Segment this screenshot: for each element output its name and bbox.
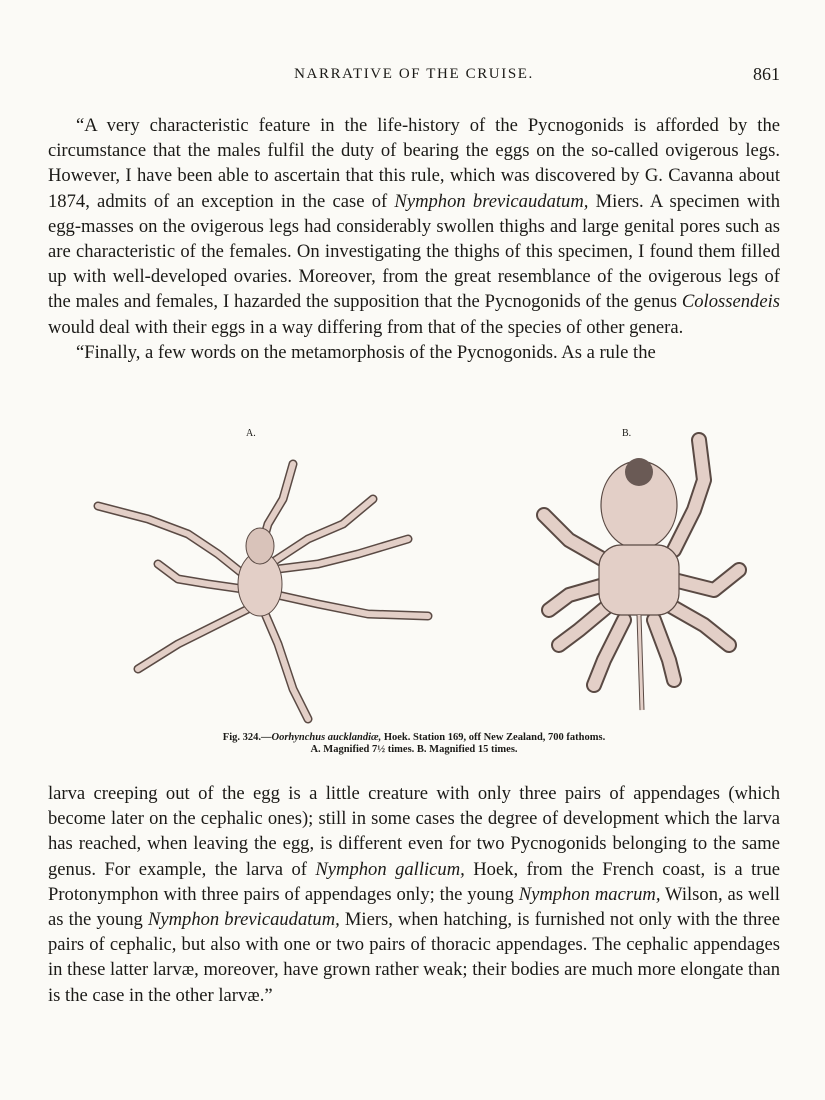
- caption-line-2: A. Magnified 7½ times. B. Magnified 15 times.: [310, 744, 518, 755]
- para1-text-b: Miers. A specimen with egg-masses on the ovigerous legs had considerably swollen thighs and large genital pores such as are characteristic of the females. On investigating the thighs of this specimen, I found them filled up with well-developed ovaries. Moreover, from the great resemblance of the ovigerous legs of the males and females, I hazarded the supposition that the Pycnogonids of the genus: [48, 190, 780, 313]
- page-header: [48, 64, 780, 88]
- caption-fig-number: Fig. 324.—: [222, 732, 272, 743]
- para1-text-a: “A very characteristic feature in the life-history of the Pycnogonids is afforded by the circumstance that the males fulfil the duty of bearing the eggs on the so-called ovigerous legs. However, I have been able to ascertain that this rule, which was discovered by G. Cavanna about 1874, admits of an exception in the case of: [48, 115, 780, 212]
- pycnogonid-specimen-a-illustration: [68, 444, 448, 724]
- caption-details: Hoek. Station 169, off New Zealand, 700 fathoms.: [381, 732, 606, 743]
- genus-name: Colossendeis: [681, 291, 780, 313]
- upper-text: [48, 113, 780, 365]
- figure-label-b: B.: [622, 428, 632, 439]
- figure-caption: [48, 732, 780, 756]
- caption-species: Oorhynchus aucklandiæ,: [271, 732, 382, 743]
- caption-line-1: [48, 732, 780, 744]
- quote-paragraph-2: “Finally, a few words on the metamorphosis of the Pycnogonids. As a rule the: [76, 341, 656, 363]
- figure-324: [48, 420, 780, 770]
- species-name: Nymphon brevicaudatum,: [147, 909, 340, 931]
- species-name: Nymphon macrum,: [518, 883, 661, 905]
- quote-paragraph-1: [48, 113, 780, 340]
- para3-text-c: Wilson, as well as the young: [48, 883, 780, 931]
- figure-label-a: A.: [246, 428, 256, 439]
- pycnogonid-specimen-b-illustration: [534, 420, 754, 720]
- running-head: NARRATIVE OF THE CRUISE.: [294, 66, 534, 82]
- quote-paragraph-3: [48, 781, 780, 1008]
- species-name: Nymphon gallicum,: [315, 858, 465, 880]
- para1-text-c: would deal with their eggs in a way differing from that of the species of other genera.: [48, 316, 684, 338]
- para3-text-d: Miers, when hatching, is furnished not only with the three pairs of cephalic, but also with one or two pairs of thoracic appendages. The cephalic appendages in these latter larvæ, moreover, have grown rather weak; their bodies are much more elongate than is the case in the other larvæ.”: [48, 909, 781, 1006]
- lower-text: [48, 781, 780, 1008]
- para3-text-b: Hoek, from the French coast, is a true Protonymphon with three pairs of appendages only; the young: [48, 858, 780, 905]
- species-name: Nymphon brevicaudatum,: [394, 190, 589, 212]
- para3-text-a: larva creeping out of the egg is a little creature with only three pairs of appendages (which become later on the cephalic ones); still in some cases the degree of development which the larva has reached, when leaving the egg, is different even for two Pycnogonids belonging to the same genus. For example, the larva of: [48, 783, 780, 880]
- page-number: 861: [753, 64, 780, 84]
